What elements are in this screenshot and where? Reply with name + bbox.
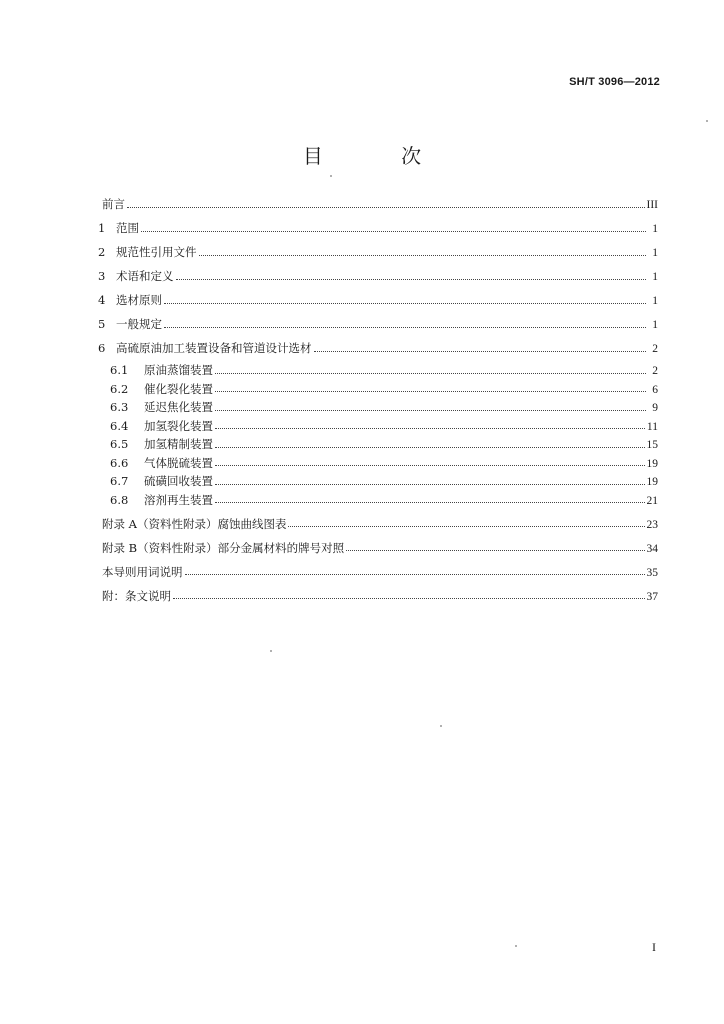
toc-entry[interactable] — [98, 588, 658, 604]
toc-leader-dots — [215, 428, 645, 429]
scan-speck — [330, 175, 332, 177]
scan-speck — [706, 120, 708, 122]
toc-entry[interactable] — [98, 516, 658, 532]
toc-entry-label: 术语和定义 — [116, 269, 174, 283]
toc-entry-page: 19 — [646, 476, 658, 488]
toc-entry-number: 4 — [98, 293, 106, 307]
page-number: I — [652, 940, 656, 954]
toc-entry[interactable] — [98, 381, 658, 397]
toc-entry-page: 1 — [652, 247, 658, 259]
toc-entry-page: 1 — [652, 295, 658, 307]
toc-leader-dots — [199, 255, 647, 256]
toc-entry-number: 6.3 — [110, 400, 129, 414]
toc-entry[interactable] — [98, 244, 658, 260]
toc-entry-label: 一般规定 — [116, 317, 162, 331]
toc-leader-dots — [164, 303, 646, 304]
toc-entry-page: 1 — [652, 223, 658, 235]
toc-leader-dots — [215, 373, 646, 374]
toc-leader-dots — [288, 526, 644, 527]
toc-entry[interactable] — [98, 492, 658, 508]
toc-entry-label: 加氢裂化装置 — [144, 418, 213, 433]
scan-speck — [270, 650, 272, 652]
toc-leader-dots — [141, 231, 646, 232]
toc-leader-dots — [314, 351, 647, 352]
toc-entry-number: 3 — [98, 269, 106, 283]
toc-entry-label: 本导则用词说明 — [102, 564, 183, 579]
toc-entry-number: 6.5 — [110, 437, 129, 451]
toc-entry-page: 6 — [652, 383, 658, 396]
toc-entry-number: 6.8 — [110, 492, 129, 507]
toc-leader-dots — [215, 447, 645, 448]
toc-entry-page: 9 — [652, 402, 658, 414]
toc-entry[interactable] — [98, 196, 658, 212]
toc-leader-dots — [215, 465, 645, 466]
toc-entry[interactable] — [98, 362, 658, 378]
toc-entry-number: 6.4 — [110, 418, 129, 433]
toc-entry-label: 硫磺回收装置 — [144, 474, 213, 488]
scan-speck — [440, 725, 442, 727]
toc-entry-page: 19 — [646, 457, 658, 470]
toc-entry-label: 原油蒸馏装置 — [144, 363, 213, 377]
toc-entry-number: 5 — [98, 317, 106, 331]
toc-entry[interactable] — [98, 473, 658, 489]
toc-entry-number: 1 — [98, 221, 106, 235]
toc-entry[interactable] — [98, 268, 658, 284]
standard-number: SH/T 3096—2012 — [569, 76, 660, 88]
toc-entry-label: 附：条文说明 — [102, 588, 171, 603]
toc-leader-dots — [215, 391, 646, 392]
toc-entry[interactable] — [98, 399, 658, 415]
toc-entry[interactable] — [98, 436, 658, 452]
toc-entry-page: 23 — [646, 518, 658, 531]
toc-entry-label: 高硫原油加工装置设备和管道设计选材 — [116, 341, 312, 355]
toc-leader-dots — [215, 410, 646, 411]
toc-entry-number: 6.6 — [110, 455, 129, 470]
toc-entry-page: 37 — [646, 590, 658, 603]
toc-entry-number: 6.7 — [110, 474, 129, 488]
toc-entry-label: 催化裂化装置 — [144, 381, 213, 396]
scan-speck — [515, 945, 517, 947]
toc-leader-dots — [346, 550, 644, 551]
toc-leader-dots — [215, 484, 645, 485]
toc-entry-label: 加氢精制装置 — [144, 437, 213, 451]
toc-entry-number: 6.1 — [110, 363, 129, 377]
toc-entry[interactable] — [98, 316, 658, 332]
toc-entry-label: 附录 B（资料性附录）部分金属材料的牌号对照 — [102, 540, 345, 555]
toc-entry-page: 2 — [652, 365, 658, 377]
toc-entry-number: 2 — [98, 245, 106, 259]
toc-entry[interactable] — [98, 455, 658, 471]
toc-entry-label: 选材原则 — [116, 293, 162, 307]
toc-entry[interactable] — [98, 564, 658, 580]
toc-entry-page: 2 — [652, 343, 658, 355]
toc-entry-label: 范围 — [116, 221, 139, 235]
toc-leader-dots — [185, 574, 645, 575]
toc-leader-dots — [164, 327, 646, 328]
toc-entry-number: 6.2 — [110, 381, 129, 396]
toc-entry-page: 21 — [646, 494, 658, 507]
toc-entry-label: 附录 A（资料性附录）腐蚀曲线图表 — [102, 516, 287, 531]
toc-entry-label: 延迟焦化装置 — [144, 400, 213, 414]
toc-entry-label: 气体脱硫装置 — [144, 455, 213, 470]
toc-entry-label: 规范性引用文件 — [116, 245, 197, 259]
toc-entry[interactable] — [98, 340, 658, 356]
toc-entry-label: 溶剂再生装置 — [144, 492, 213, 507]
toc-entry-number: 6 — [98, 341, 106, 355]
toc-leader-dots — [173, 598, 645, 599]
toc-entry-page: 15 — [646, 439, 658, 451]
toc-entry-page: 34 — [646, 542, 658, 555]
toc-leader-dots — [215, 502, 645, 503]
toc-entry-page: III — [646, 199, 658, 211]
toc-entry-page: 1 — [652, 319, 658, 331]
toc-leader-dots — [127, 207, 645, 208]
toc-leader-dots — [176, 279, 647, 280]
toc-entry-page: 11 — [646, 420, 658, 433]
toc-entry-page: 1 — [652, 271, 658, 283]
toc-entry-page: 35 — [646, 566, 658, 579]
page-title: 目 次 — [302, 144, 458, 168]
toc-entry[interactable] — [98, 418, 658, 434]
toc-entry[interactable] — [98, 540, 658, 556]
toc-entry-label: 前言 — [102, 197, 125, 211]
toc-entry[interactable] — [98, 292, 658, 308]
toc-entry[interactable] — [98, 220, 658, 236]
